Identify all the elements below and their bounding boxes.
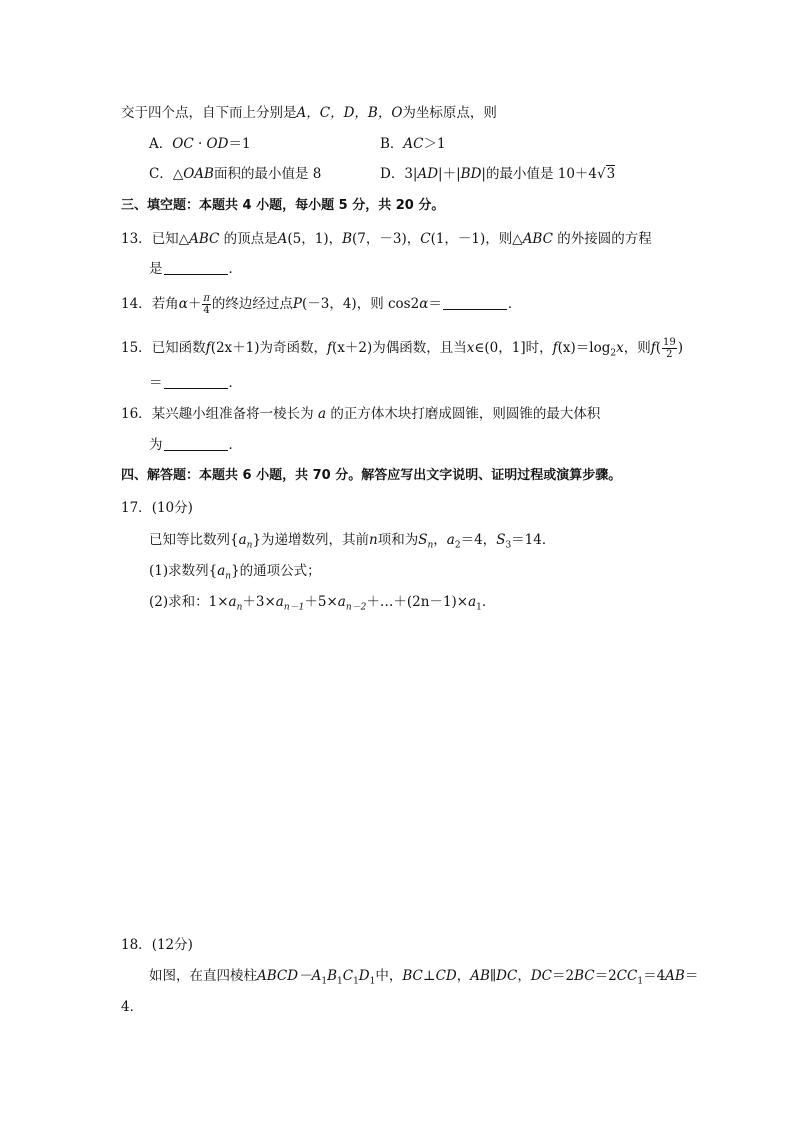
option-b: B．AC＞1 (380, 136, 446, 152)
question-13-cont: 是 ． (149, 261, 242, 277)
question-18-header: 18．(12分) (121, 937, 193, 953)
answer-blank[interactable] (164, 260, 228, 275)
option-c: C．△OAB面积的最小值是 8 (149, 166, 322, 182)
answer-blank[interactable] (443, 295, 507, 310)
question-18-stem: 如图，在直四棱柱$ABCD-A_1B_1C_1D_1$中，BC⊥CD，AB∥DC，$DC=2BC=2CC_1=4AB=$ (149, 968, 699, 987)
question-17-header: 17．(10分) (121, 500, 193, 516)
question-15: 15．已知函数f(2x＋1)为奇函数，f(x＋2)为偶函数，且当x∈(0，1]时，$f(x)=\log_2x$，则f( $\frac{19}{2}$ ) (121, 337, 683, 360)
question-18-stem-cont: 4． (121, 999, 144, 1015)
question-17-stem: 已知等比数列$\{a_n\}$为递增数列，其前n项和为$S_n$，$a_2=4$，$S_3=14$． (149, 532, 556, 551)
question-13: 13．已知△ABC 的顶点是A(5，1)，B(7，－3)，C(1，－1)，则△ABC 的外接圆的方程 (121, 231, 652, 247)
answer-blank[interactable] (164, 436, 228, 451)
sqrt-symbol: √ (597, 166, 606, 182)
question-15-cont: ＝ ． (149, 375, 242, 391)
q12-continuation: 交于四个点，自下而上分别是A，C，D，B，O为坐标原点，则 (121, 105, 497, 121)
option-d: D．3|AD|＋|BD|的最小值是 10＋4√3 (380, 166, 616, 182)
question-17-part-1: (1)求数列$\{a_n\}$的通项公式； (149, 563, 321, 582)
option-a: A．OC · OD＝1 (149, 136, 251, 152)
fraction-pi-over-4: $\frac{\pi}{4}$ (203, 293, 210, 316)
answer-blank[interactable] (164, 374, 228, 389)
question-14: 14．若角α＋ $\frac{\pi}{4}$ 的终边经过点P(－3，4)，则 cos2α＝ ． (121, 293, 522, 316)
fraction-19-over-2: $\frac{19}{2}$ (662, 337, 676, 360)
section-three-heading: 三、填空题：本题共 4 小题，每小题 5 分，共 20 分。 (121, 198, 445, 213)
question-16-cont: 为 ． (149, 437, 242, 453)
section-four-heading: 四、解答题：本题共 6 小题，共 70 分。解答应写出文字说明、证明过程或演算步骤。 (121, 468, 622, 483)
question-17-part-2: (2)求和：$1\times a_n+3\times a_{n-1}+5\times a_{n-2}+\dots+(2n-1)\times a_1$． (149, 594, 496, 613)
question-16: 16．某兴趣小组准备将一棱长为 a 的正方体木块打磨成圆锥，则圆锥的最大体积 (121, 406, 601, 422)
